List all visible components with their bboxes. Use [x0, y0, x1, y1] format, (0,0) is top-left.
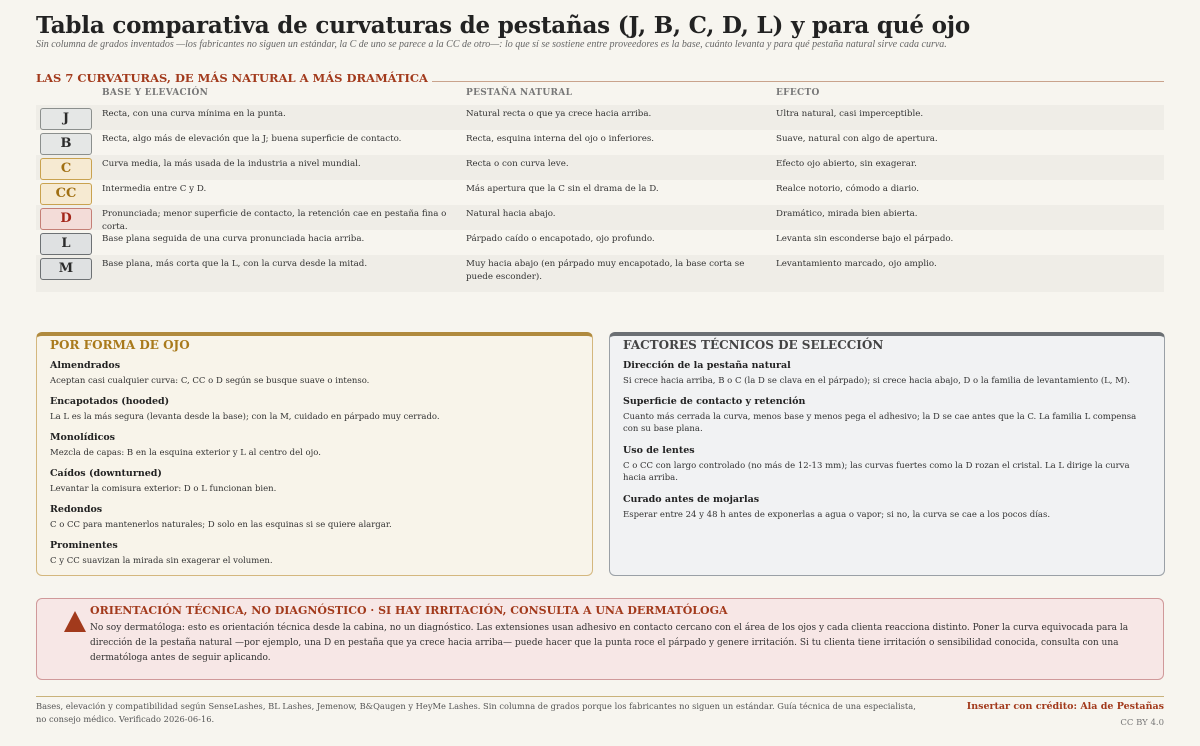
technical-item: [623, 360, 1148, 387]
column-header-natural: PESTAÑA NATURAL: [466, 88, 573, 98]
page-title: Tabla comparativa de curvaturas de pestañas (J, B, C, D, L) y para qué ojo: [36, 12, 970, 39]
curve-effect: Efecto ojo abierto, sin exagerar.: [776, 159, 917, 169]
curve-base: Recta, algo más de elevación que la J; buena superficie de contacto.: [102, 134, 402, 144]
technical-item: [623, 396, 1148, 435]
warning-triangle-icon: [64, 611, 86, 632]
curve-row-cc: [36, 180, 1164, 205]
eye-shape-name: Almendrados: [50, 360, 121, 371]
curves-section-heading: [36, 68, 1164, 85]
footer-divider: [36, 696, 1164, 697]
curve-effect: Levantamiento marcado, ojo amplio.: [776, 259, 937, 269]
footer-sources: Bases, elevación y compatibilidad según SenseLashes, BL Lashes, Jemenow, B&Qaugen y HeyMe Lashes. Sin columna de grados porque los fabricantes no siguen un estándar. Guía técnica de una especialista, no consejo médico. Verificado 2026-06-16.: [36, 701, 916, 724]
curve-badge-j: J: [40, 108, 92, 130]
eye-shape-item: [50, 396, 440, 423]
eye-shape-text: Levantar la comisura exterior: D o L funcionan bien.: [50, 484, 277, 494]
curve-badge-b: B: [40, 133, 92, 155]
warning-title: ORIENTACIÓN TÉCNICA, NO DIAGNÓSTICO · SI HAY IRRITACIÓN, CONSULTA A UNA DERMATÓLOGA: [90, 604, 728, 617]
curve-effect: Suave, natural con algo de apertura.: [776, 134, 938, 144]
eye-shape-text: C o CC para mantenerlos naturales; D solo en las esquinas si se quiere alargar.: [50, 520, 392, 530]
curve-badge-cc: CC: [40, 183, 92, 205]
curve-base: Curva media, la más usada de la industria a nivel mundial.: [102, 159, 361, 169]
eye-shape-name: Redondos: [50, 504, 103, 515]
curve-badge-l: L: [40, 233, 92, 255]
column-header-effect: EFECTO: [776, 88, 820, 98]
footer-credit: Insertar con crédito: Ala de Pestañas: [966, 701, 1164, 712]
curves-table: [36, 105, 1164, 292]
curve-natural: Recta, esquina interna del ojo o inferiores.: [466, 134, 655, 144]
curve-row-l: [36, 230, 1164, 255]
curve-natural: Natural recta o que ya crece hacia arriba.: [466, 109, 652, 119]
warning-box: [36, 598, 1164, 680]
curve-row-d: [36, 205, 1164, 230]
technical-item: [623, 494, 1148, 521]
eye-shape-name: Monolídicos: [50, 432, 116, 443]
eye-shape-item: [50, 360, 369, 387]
technical-item-text: Si crece hacia arriba, B o C (la D se clava en el párpado); si crece hacia abajo, D o la familia de levantamiento (L, M).: [623, 376, 1130, 386]
curve-effect: Dramático, mirada bien abierta.: [776, 209, 918, 219]
curve-badge-d: D: [40, 208, 92, 230]
curve-natural: Natural hacia abajo.: [466, 209, 556, 219]
technical-item-text: C o CC con largo controlado (no más de 12-13 mm); las curvas fuertes como la D rozan el cristal. La L dirige la curva hacia arriba.: [623, 461, 1130, 483]
eye-shape-item: [50, 540, 273, 567]
curve-base: Base plana, más corta que la L, con la curva desde la mitad.: [102, 259, 368, 269]
eye-shape-text: Mezcla de capas: B en la esquina exterior y L al centro del ojo.: [50, 448, 321, 458]
curve-effect: Levanta sin esconderse bajo el párpado.: [776, 234, 954, 244]
curve-row-c: [36, 155, 1164, 180]
technical-item-name: Dirección de la pestaña natural: [623, 360, 791, 371]
technical-factors-panel: [609, 332, 1165, 576]
eye-shape-item: [50, 432, 321, 459]
technical-item-name: Superficie de contacto y retención: [623, 396, 806, 407]
technical-panel-title: FACTORES TÉCNICOS DE SELECCIÓN: [623, 338, 884, 352]
column-header-base: BASE Y ELEVACIÓN: [102, 88, 209, 98]
curve-effect: Ultra natural, casi imperceptible.: [776, 109, 924, 119]
curve-base: Base plana seguida de una curva pronunciada hacia arriba.: [102, 234, 365, 244]
eye-shape-text: La L es la más segura (levanta desde la base); con la M, cuidado en párpado muy cerrado.: [50, 412, 440, 422]
eye-shape-panel: [36, 332, 593, 576]
curve-base: Recta, con una curva mínima en la punta.: [102, 109, 286, 119]
curves-section-heading-label: LAS 7 CURVATURAS, DE MÁS NATURAL A MÁS DRAMÁTICA: [36, 71, 432, 85]
curve-base: Intermedia entre C y D.: [102, 184, 207, 194]
page-subtitle: Sin columna de grados inventados —los fabricantes no siguen un estándar, la C de uno se parece a la CC de otro—: lo que sí se sostiene entre proveedores es la base, cuánto levanta y para qué pestaña natural sirve cada curva.: [36, 39, 947, 50]
eye-shape-name: Encapotados (hooded): [50, 396, 170, 407]
curve-row-m: [36, 255, 1164, 292]
curve-natural: Párpado caído o encapotado, ojo profundo.: [466, 234, 655, 244]
curve-row-b: [36, 130, 1164, 155]
curve-natural: Recta o con curva leve.: [466, 159, 569, 169]
warning-text: No soy dermatóloga: esto es orientación técnica desde la cabina, no un diagnóstico. Las extensiones usan adhesivo en contacto cercano con el área de los ojos y cada clienta reacciona distinto. Poner la curva equivocada para la dirección de la pestaña natural —por ejemplo, una D en pestaña que ya crece hacia arriba— puede hacer que la punta roce el párpado y genere irritación. Si tu clienta tiene irritación o sensibilidad conocida, consulta con una dermatóloga antes de seguir aplicando.: [90, 623, 1129, 663]
eye-shape-name: Caídos (downturned): [50, 468, 162, 479]
eye-shape-text: Aceptan casi cualquier curva: C, CC o D según se busque suave o intenso.: [50, 376, 370, 386]
eye-shape-name: Prominentes: [50, 540, 118, 551]
curve-effect: Realce notorio, cómodo a diario.: [776, 184, 919, 194]
curve-natural: Más apertura que la C sin el drama de la D.: [466, 184, 659, 194]
curve-badge-c: C: [40, 158, 92, 180]
eye-shape-item: [50, 504, 392, 531]
eye-shape-text: C y CC suavizan la mirada sin exagerar el volumen.: [50, 556, 273, 566]
curve-row-j: [36, 105, 1164, 130]
eye-shape-panel-title: POR FORMA DE OJO: [50, 338, 190, 352]
technical-item-text: Cuanto más cerrada la curva, menos base y menos pega el adhesivo; la D se cae antes que la C. La familia L compensa con su base plana.: [623, 412, 1137, 434]
curve-badge-m: M: [40, 258, 92, 280]
footer-license: CC BY 4.0: [1120, 718, 1164, 728]
curve-natural: Muy hacia abajo (en párpado muy encapotado, la base corta se puede esconder).: [466, 259, 745, 282]
technical-item: [623, 445, 1148, 484]
curve-base: Pronunciada; menor superficie de contacto, la retención cae en pestaña fina o corta.: [102, 209, 447, 232]
eye-shape-item: [50, 468, 276, 495]
technical-item-name: Uso de lentes: [623, 445, 695, 456]
technical-item-text: Esperar entre 24 y 48 h antes de exponerlas a agua o vapor; si no, la curva se cae a los pocos días.: [623, 510, 1051, 520]
technical-item-name: Curado antes de mojarlas: [623, 494, 760, 505]
